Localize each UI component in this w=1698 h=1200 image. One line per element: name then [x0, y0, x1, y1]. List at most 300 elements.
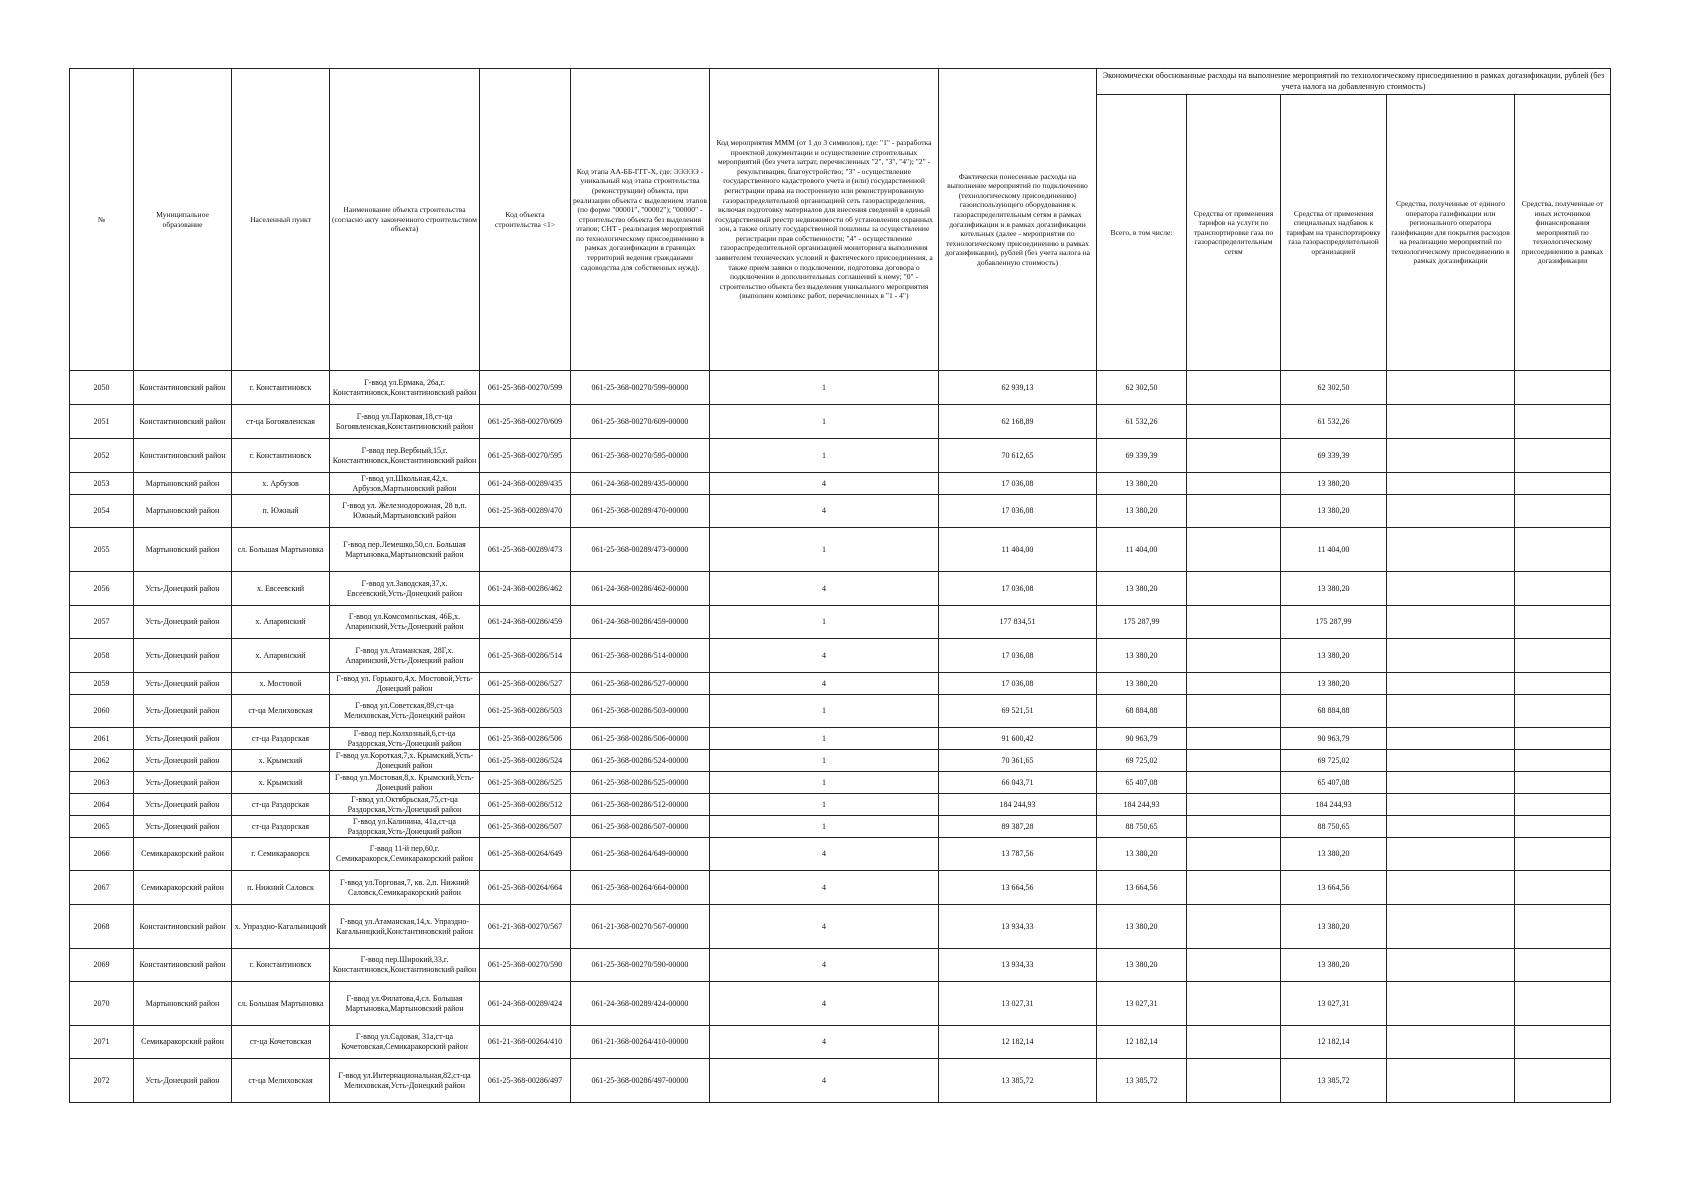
row-object-code: 061-25-368-00270/590 — [480, 949, 571, 982]
header-stage-code: Код этапа АА-ББ-ГГГ-Х, где: ЭЭЭЭЭ - уникальный код этапа строительства (реконструкции) объекта, при реализации объекта с выделением этапов (по форме "00001", "00002"); "00000" - строительство объекта без выделения этапов; СНТ - реализация мероприятий по технологическому присоединению в рамках догазификации в границах территорий ведения гражданами садоводства для собственных нужд). — [571, 69, 710, 371]
header-tariffs: Средства от применения тарифов на услуги по транспортировке газа по газораспределительным сетям — [1187, 95, 1281, 371]
table-row — [70, 816, 1611, 838]
row-total: 13 664,56 — [1097, 871, 1187, 905]
row-total: 175 287,99 — [1097, 606, 1187, 639]
table-row — [70, 473, 1611, 495]
row-number: 2055 — [70, 528, 134, 572]
row-municipality: Константиновский район — [134, 439, 232, 473]
row-total: 68 884,88 — [1097, 695, 1187, 728]
row-municipality: Константиновский район — [134, 405, 232, 439]
row-settlement: х. Крымский — [232, 750, 330, 772]
row-object-code: 061-25-368-00264/664 — [480, 871, 571, 905]
row-municipality: Мартыновский район — [134, 495, 232, 528]
row-total: 13 380,20 — [1097, 905, 1187, 949]
row-number: 2062 — [70, 750, 134, 772]
row-municipality: Усть-Донецкий район — [134, 572, 232, 606]
row-operator-funds — [1387, 982, 1515, 1026]
row-actual-costs: 17 036,08 — [939, 495, 1097, 528]
row-number: 2054 — [70, 495, 134, 528]
row-actual-costs: 13 934,33 — [939, 949, 1097, 982]
row-operator-funds — [1387, 772, 1515, 794]
table-row — [70, 606, 1611, 639]
row-special-surcharges: 13 380,20 — [1281, 673, 1387, 695]
row-special-surcharges: 13 380,20 — [1281, 838, 1387, 871]
row-other-sources — [1515, 728, 1611, 750]
row-object-name: Г-ввод ул.Парковая,18,ст-ца Богоявленская,Константиновский район — [330, 405, 480, 439]
row-number: 2060 — [70, 695, 134, 728]
row-stage-code: 061-25-368-00289/470-00000 — [571, 495, 710, 528]
row-event-code: 1 — [710, 606, 939, 639]
table-row — [70, 639, 1611, 673]
row-number: 2052 — [70, 439, 134, 473]
row-other-sources — [1515, 606, 1611, 639]
row-other-sources — [1515, 572, 1611, 606]
row-stage-code: 061-25-368-00286/503-00000 — [571, 695, 710, 728]
row-operator-funds — [1387, 905, 1515, 949]
row-other-sources — [1515, 1059, 1611, 1103]
row-object-name: Г-ввод ул.Комсомольская, 46Б,х. Апаринский,Усть-Донецкий район — [330, 606, 480, 639]
header-event-code: Код мероприятия ММM (от 1 до 3 символов), где: "1" - разработка проектной документации и осуществление строительных мероприятий (без учета затрат, перечисленных "2", "3", "4"); "2" - рекультивация, благоустройство; "3" - осуществление государственного кадастрового учета и (или) государственной регистрации права на построенную или реконструированную газораспределительной организацией сеть газораспределения, включая подготовку материалов для внесения сведений в единый государственный реестр недвижимости об установлении охранных зон, а также оплату государственной пошлины за осуществление регистрации прав собственности; "4" - осуществление газораспределительной организацией мониторинга выполнения заявителем технических условий и фактического присоединения, а также прием заявки о подключении, подготовка договора о подключении и дополнительных соглашений к нему; "0" - строительство объекта без выделения уникального мероприятия (выполнен комплекс работ, перечисленных в "1 - 4") — [710, 69, 939, 371]
row-municipality: Мартыновский район — [134, 982, 232, 1026]
row-object-code: 061-25-368-00286/503 — [480, 695, 571, 728]
row-object-name: Г-ввод ул.Октябрьская,75,ст-ца Раздорская,Усть-Донецкий район — [330, 794, 480, 816]
row-other-sources — [1515, 949, 1611, 982]
row-municipality: Мартыновский район — [134, 473, 232, 495]
table-row — [70, 1059, 1611, 1103]
row-object-code: 061-24-368-00286/459 — [480, 606, 571, 639]
row-object-code: 061-21-368-00270/567 — [480, 905, 571, 949]
row-total: 69 339,39 — [1097, 439, 1187, 473]
row-operator-funds — [1387, 495, 1515, 528]
row-stage-code: 061-25-368-00286/497-00000 — [571, 1059, 710, 1103]
row-tariffs — [1187, 982, 1281, 1026]
row-event-code: 4 — [710, 949, 939, 982]
row-actual-costs: 69 521,51 — [939, 695, 1097, 728]
row-municipality: Усть-Донецкий район — [134, 728, 232, 750]
row-event-code: 1 — [710, 439, 939, 473]
row-stage-code: 061-25-368-00289/473-00000 — [571, 528, 710, 572]
row-other-sources — [1515, 439, 1611, 473]
row-tariffs — [1187, 572, 1281, 606]
row-event-code: 1 — [710, 528, 939, 572]
row-operator-funds — [1387, 1026, 1515, 1059]
row-total: 12 182,14 — [1097, 1026, 1187, 1059]
row-settlement: х. Арбузов — [232, 473, 330, 495]
row-settlement: х. Мостовой — [232, 673, 330, 695]
row-number: 2071 — [70, 1026, 134, 1059]
table-row — [70, 871, 1611, 905]
row-object-code: 061-25-368-00286/497 — [480, 1059, 571, 1103]
row-object-code: 061-25-368-00286/514 — [480, 639, 571, 673]
row-object-name: Г-ввод ул.Школьная,42,х. Арбузов,Мартыновский район — [330, 473, 480, 495]
row-operator-funds — [1387, 439, 1515, 473]
row-actual-costs: 66 043,71 — [939, 772, 1097, 794]
row-other-sources — [1515, 495, 1611, 528]
row-tariffs — [1187, 473, 1281, 495]
row-actual-costs: 11 404,00 — [939, 528, 1097, 572]
header-operator-funds: Средства, полученные от единого оператора газификации или регионального оператора газификации для покрытия расходов на реализацию мероприятий по технологическому присоединению в рамках догазификации — [1387, 95, 1515, 371]
header-settlement: Населенный пункт — [232, 69, 330, 371]
row-object-name: Г-ввод ул.Торговая,7, кв. 2,п. Нижний Саловск,Семикаракорский район — [330, 871, 480, 905]
row-stage-code: 061-24-368-00289/424-00000 — [571, 982, 710, 1026]
row-operator-funds — [1387, 606, 1515, 639]
row-total: 62 302,50 — [1097, 371, 1187, 405]
row-special-surcharges: 12 182,14 — [1281, 1026, 1387, 1059]
row-total: 88 750,65 — [1097, 816, 1187, 838]
row-municipality: Константиновский район — [134, 949, 232, 982]
header-object-code: Код объекта строительства <1> — [480, 69, 571, 371]
row-operator-funds — [1387, 572, 1515, 606]
row-settlement: г. Семикаракорск — [232, 838, 330, 871]
row-total: 184 244,93 — [1097, 794, 1187, 816]
table-row — [70, 695, 1611, 728]
row-settlement: х. Крымский — [232, 772, 330, 794]
row-settlement: ст-ца Кочетовская — [232, 1026, 330, 1059]
row-tariffs — [1187, 405, 1281, 439]
row-object-code: 061-25-368-00264/649 — [480, 838, 571, 871]
row-total: 90 963,79 — [1097, 728, 1187, 750]
table-row — [70, 572, 1611, 606]
row-tariffs — [1187, 1059, 1281, 1103]
row-number: 2064 — [70, 794, 134, 816]
row-event-code: 4 — [710, 572, 939, 606]
row-event-code: 4 — [710, 905, 939, 949]
row-object-name: Г-ввод ул. Горького,4,х. Мостовой,Усть-Донецкий район — [330, 673, 480, 695]
row-number: 2051 — [70, 405, 134, 439]
row-stage-code: 061-24-368-00286/462-00000 — [571, 572, 710, 606]
row-settlement: г. Константиновск — [232, 949, 330, 982]
row-actual-costs: 17 036,08 — [939, 639, 1097, 673]
header-special-surcharges: Средства от применения специальных надбавок к тарифам на транспортировку газа газораспределительной организацией — [1281, 95, 1387, 371]
row-event-code: 4 — [710, 673, 939, 695]
row-special-surcharges: 62 302,50 — [1281, 371, 1387, 405]
row-object-name: Г-ввод ул.Атаманская, 28Г,х. Апаринский,Усть-Донецкий район — [330, 639, 480, 673]
row-number: 2061 — [70, 728, 134, 750]
row-special-surcharges: 13 380,20 — [1281, 639, 1387, 673]
table-row — [70, 838, 1611, 871]
row-event-code: 1 — [710, 794, 939, 816]
row-event-code: 1 — [710, 772, 939, 794]
row-actual-costs: 13 934,33 — [939, 905, 1097, 949]
row-object-name: Г-ввод ул.Интернациональная,82,ст-ца Мелиховская,Усть-Донецкий район — [330, 1059, 480, 1103]
row-special-surcharges: 13 664,56 — [1281, 871, 1387, 905]
row-stage-code: 061-21-368-00264/410-00000 — [571, 1026, 710, 1059]
row-operator-funds — [1387, 816, 1515, 838]
row-special-surcharges: 184 244,93 — [1281, 794, 1387, 816]
row-stage-code: 061-24-368-00289/435-00000 — [571, 473, 710, 495]
row-operator-funds — [1387, 371, 1515, 405]
table-row — [70, 772, 1611, 794]
row-operator-funds — [1387, 405, 1515, 439]
row-operator-funds — [1387, 639, 1515, 673]
row-object-name: Г-ввод ул.Атаманская,14,х. Упраздно-Кагальницкий,Константиновский район — [330, 905, 480, 949]
row-settlement: х. Апаринский — [232, 639, 330, 673]
row-object-name: Г-ввод ул.Мостовая,8,х. Крымский,Усть-Донецкий район — [330, 772, 480, 794]
row-stage-code: 061-25-368-00286/527-00000 — [571, 673, 710, 695]
row-object-code: 061-25-368-00286/527 — [480, 673, 571, 695]
row-special-surcharges: 61 532,26 — [1281, 405, 1387, 439]
table-row — [70, 728, 1611, 750]
row-object-code: 061-21-368-00264/410 — [480, 1026, 571, 1059]
row-number: 2069 — [70, 949, 134, 982]
row-municipality: Семикаракорский район — [134, 871, 232, 905]
row-actual-costs: 91 600,42 — [939, 728, 1097, 750]
row-settlement: п. Южный — [232, 495, 330, 528]
row-other-sources — [1515, 905, 1611, 949]
row-operator-funds — [1387, 695, 1515, 728]
table-row — [70, 982, 1611, 1026]
row-other-sources — [1515, 371, 1611, 405]
row-tariffs — [1187, 1026, 1281, 1059]
row-object-name: Г-ввод ул.Садовая, 31а,ст-ца Кочетовская,Семикаракорский район — [330, 1026, 480, 1059]
row-stage-code: 061-25-368-00286/525-00000 — [571, 772, 710, 794]
row-other-sources — [1515, 695, 1611, 728]
row-settlement: г. Константиновск — [232, 439, 330, 473]
header-actual-costs: Фактически понесенные расходы на выполнение мероприятий по подключению (технологическому присоединению) газоиспользующего оборудования к газораспределительным сетям в рамках догазификации и в рамках догазификации котельных (далее - мероприятия по технологическому присоединению в рамках догазификации), рублей (без учета налога на добавленную стоимость) — [939, 69, 1097, 371]
row-operator-funds — [1387, 838, 1515, 871]
row-object-name: Г-ввод ул.Короткая,7,х. Крымский,Усть-Донецкий район — [330, 750, 480, 772]
row-number: 2065 — [70, 816, 134, 838]
row-stage-code: 061-25-368-00286/512-00000 — [571, 794, 710, 816]
row-tariffs — [1187, 816, 1281, 838]
header-total: Всего, в том числе: — [1097, 95, 1187, 371]
row-tariffs — [1187, 750, 1281, 772]
row-event-code: 1 — [710, 405, 939, 439]
row-other-sources — [1515, 639, 1611, 673]
row-special-surcharges: 65 407,08 — [1281, 772, 1387, 794]
row-tariffs — [1187, 794, 1281, 816]
row-total: 13 380,20 — [1097, 572, 1187, 606]
row-special-surcharges: 13 380,20 — [1281, 905, 1387, 949]
row-total: 69 725,02 — [1097, 750, 1187, 772]
row-settlement: х. Евсеевский — [232, 572, 330, 606]
row-operator-funds — [1387, 871, 1515, 905]
table-row — [70, 750, 1611, 772]
row-event-code: 4 — [710, 495, 939, 528]
row-other-sources — [1515, 473, 1611, 495]
row-actual-costs: 17 036,08 — [939, 572, 1097, 606]
row-total: 13 380,20 — [1097, 473, 1187, 495]
row-special-surcharges: 69 339,39 — [1281, 439, 1387, 473]
row-operator-funds — [1387, 473, 1515, 495]
row-number: 2072 — [70, 1059, 134, 1103]
row-stage-code: 061-25-368-00286/507-00000 — [571, 816, 710, 838]
row-municipality: Мартыновский район — [134, 528, 232, 572]
row-settlement: х. Упраздно-Кагальницкий — [232, 905, 330, 949]
row-operator-funds — [1387, 750, 1515, 772]
row-actual-costs: 70 612,65 — [939, 439, 1097, 473]
row-settlement: г. Константиновск — [232, 371, 330, 405]
header-municipality: Муниципальное образование — [134, 69, 232, 371]
row-tariffs — [1187, 606, 1281, 639]
row-actual-costs: 17 036,08 — [939, 673, 1097, 695]
header-object-name: Наименование объекта строительства (согласно акту законченного строительством объекта) — [330, 69, 480, 371]
row-special-surcharges: 13 027,31 — [1281, 982, 1387, 1026]
row-operator-funds — [1387, 673, 1515, 695]
row-object-code: 061-25-368-00270/599 — [480, 371, 571, 405]
row-tariffs — [1187, 439, 1281, 473]
row-event-code: 1 — [710, 695, 939, 728]
row-settlement: сл. Большая Мартыновка — [232, 982, 330, 1026]
row-object-code: 061-24-368-00286/462 — [480, 572, 571, 606]
row-special-surcharges: 13 380,20 — [1281, 949, 1387, 982]
row-tariffs — [1187, 673, 1281, 695]
row-settlement: ст-ца Мелиховская — [232, 695, 330, 728]
row-other-sources — [1515, 673, 1611, 695]
row-actual-costs: 62 168,89 — [939, 405, 1097, 439]
row-number: 2068 — [70, 905, 134, 949]
row-other-sources — [1515, 1026, 1611, 1059]
row-object-code: 061-25-368-00289/473 — [480, 528, 571, 572]
row-actual-costs: 89 387,28 — [939, 816, 1097, 838]
row-number: 2066 — [70, 838, 134, 871]
row-actual-costs: 13 787,56 — [939, 838, 1097, 871]
table-row — [70, 794, 1611, 816]
table-row — [70, 528, 1611, 572]
row-municipality: Семикаракорский район — [134, 838, 232, 871]
row-settlement: ст-ца Мелиховская — [232, 1059, 330, 1103]
row-actual-costs: 17 036,08 — [939, 473, 1097, 495]
row-municipality: Константиновский район — [134, 371, 232, 405]
row-other-sources — [1515, 871, 1611, 905]
row-object-name: Г-ввод ул.Филатова,4,сл. Большая Мартыновка,Мартыновский район — [330, 982, 480, 1026]
row-stage-code: 061-25-368-00270/590-00000 — [571, 949, 710, 982]
row-special-surcharges: 13 380,20 — [1281, 495, 1387, 528]
row-object-name: Г-ввод пер.Широкий,33,г. Константиновск,Константиновский район — [330, 949, 480, 982]
row-stage-code: 061-25-368-00270/595-00000 — [571, 439, 710, 473]
cost-register-table — [69, 68, 1611, 1103]
row-municipality: Усть-Донецкий район — [134, 794, 232, 816]
row-object-name: Г-ввод пер.Лемешко,50,сл. Большая Мартыновка,Мартыновский район — [330, 528, 480, 572]
row-settlement: п. Нижний Саловск — [232, 871, 330, 905]
row-special-surcharges: 13 380,20 — [1281, 572, 1387, 606]
row-object-code: 061-25-368-00289/470 — [480, 495, 571, 528]
row-operator-funds — [1387, 728, 1515, 750]
row-settlement: ст-ца Раздорская — [232, 728, 330, 750]
row-event-code: 4 — [710, 473, 939, 495]
row-total: 13 380,20 — [1097, 673, 1187, 695]
row-object-name: Г-ввод пер.Вербный,15,г. Константиновск,Константиновский район — [330, 439, 480, 473]
table-row — [70, 439, 1611, 473]
row-special-surcharges: 13 380,20 — [1281, 473, 1387, 495]
row-municipality: Усть-Донецкий район — [134, 772, 232, 794]
row-total: 13 385,72 — [1097, 1059, 1187, 1103]
row-object-name: Г-ввод 11-й пер,60,г. Семикаракорск,Семикаракорский район — [330, 838, 480, 871]
row-stage-code: 061-24-368-00286/459-00000 — [571, 606, 710, 639]
row-operator-funds — [1387, 528, 1515, 572]
row-total: 65 407,08 — [1097, 772, 1187, 794]
row-municipality: Усть-Донецкий район — [134, 695, 232, 728]
row-object-code: 061-24-368-00289/424 — [480, 982, 571, 1026]
row-special-surcharges: 11 404,00 — [1281, 528, 1387, 572]
row-number: 2058 — [70, 639, 134, 673]
row-actual-costs: 70 361,65 — [939, 750, 1097, 772]
row-tariffs — [1187, 838, 1281, 871]
row-stage-code: 061-25-368-00264/664-00000 — [571, 871, 710, 905]
row-object-name: Г-ввод ул. Железнодорожная, 28 в,п. Южный,Мартыновский район — [330, 495, 480, 528]
row-object-code: 061-25-368-00286/507 — [480, 816, 571, 838]
row-municipality: Константиновский район — [134, 905, 232, 949]
row-special-surcharges: 88 750,65 — [1281, 816, 1387, 838]
row-event-code: 4 — [710, 1026, 939, 1059]
row-object-name: Г-ввод ул.Советская,89,ст-ца Мелиховская,Усть-Донецкий район — [330, 695, 480, 728]
header-economic-costs: Экономически обоснованные расходы на выполнение мероприятий по технологическому присоединению в рамках догазификации, рублей (без учета налога на добавленную стоимость) — [1097, 69, 1611, 95]
header-num: № — [70, 69, 134, 371]
row-operator-funds — [1387, 1059, 1515, 1103]
row-object-name: Г-ввод ул.Калинина, 41а,ст-ца Раздорская,Усть-Донецкий район — [330, 816, 480, 838]
row-tariffs — [1187, 528, 1281, 572]
row-actual-costs: 12 182,14 — [939, 1026, 1097, 1059]
row-total: 13 380,20 — [1097, 639, 1187, 673]
row-object-name: Г-ввод ул.Ермака, 26а,г. Константиновск,Константиновский район — [330, 371, 480, 405]
row-actual-costs: 13 385,72 — [939, 1059, 1097, 1103]
row-actual-costs: 62 939,13 — [939, 371, 1097, 405]
row-stage-code: 061-25-368-00270/609-00000 — [571, 405, 710, 439]
row-number: 2057 — [70, 606, 134, 639]
row-actual-costs: 177 834,51 — [939, 606, 1097, 639]
row-total: 61 532,26 — [1097, 405, 1187, 439]
row-other-sources — [1515, 405, 1611, 439]
row-stage-code: 061-25-368-00286/524-00000 — [571, 750, 710, 772]
row-settlement: ст-ца Раздорская — [232, 794, 330, 816]
row-actual-costs: 13 027,31 — [939, 982, 1097, 1026]
table-row — [70, 673, 1611, 695]
row-tariffs — [1187, 728, 1281, 750]
row-stage-code: 061-21-368-00270/567-00000 — [571, 905, 710, 949]
row-object-name: Г-ввод ул.Заводская,37,х. Евсеевский,Усть-Донецкий район — [330, 572, 480, 606]
row-total: 13 380,20 — [1097, 838, 1187, 871]
row-stage-code: 061-25-368-00286/506-00000 — [571, 728, 710, 750]
row-event-code: 4 — [710, 982, 939, 1026]
row-number: 2056 — [70, 572, 134, 606]
row-tariffs — [1187, 495, 1281, 528]
row-other-sources — [1515, 816, 1611, 838]
header-other-sources: Средства, полученные от иных источников финансирования мероприятий по технологическому присоединению в рамках догазификации — [1515, 95, 1611, 371]
row-special-surcharges: 90 963,79 — [1281, 728, 1387, 750]
row-municipality: Усть-Донецкий район — [134, 673, 232, 695]
row-tariffs — [1187, 695, 1281, 728]
row-event-code: 4 — [710, 838, 939, 871]
row-actual-costs: 184 244,93 — [939, 794, 1097, 816]
row-event-code: 1 — [710, 750, 939, 772]
table-row — [70, 405, 1611, 439]
row-other-sources — [1515, 838, 1611, 871]
row-tariffs — [1187, 905, 1281, 949]
row-municipality: Усть-Донецкий район — [134, 606, 232, 639]
row-special-surcharges: 13 385,72 — [1281, 1059, 1387, 1103]
row-municipality: Семикаракорский район — [134, 1026, 232, 1059]
row-stage-code: 061-25-368-00270/599-00000 — [571, 371, 710, 405]
row-event-code: 4 — [710, 639, 939, 673]
row-tariffs — [1187, 949, 1281, 982]
row-special-surcharges: 175 287,99 — [1281, 606, 1387, 639]
row-tariffs — [1187, 772, 1281, 794]
table-row — [70, 1026, 1611, 1059]
row-total: 13 380,20 — [1097, 495, 1187, 528]
row-operator-funds — [1387, 794, 1515, 816]
table-row — [70, 949, 1611, 982]
row-object-code: 061-25-368-00286/512 — [480, 794, 571, 816]
table-row — [70, 495, 1611, 528]
row-object-code: 061-25-368-00270/609 — [480, 405, 571, 439]
row-object-code: 061-25-368-00286/525 — [480, 772, 571, 794]
row-object-name: Г-ввод пер.Колхозный,6,ст-ца Раздорская,Усть-Донецкий район — [330, 728, 480, 750]
row-total: 13 027,31 — [1097, 982, 1187, 1026]
row-municipality: Усть-Донецкий район — [134, 639, 232, 673]
row-object-code: 061-24-368-00289/435 — [480, 473, 571, 495]
row-municipality: Усть-Донецкий район — [134, 750, 232, 772]
row-municipality: Усть-Донецкий район — [134, 816, 232, 838]
